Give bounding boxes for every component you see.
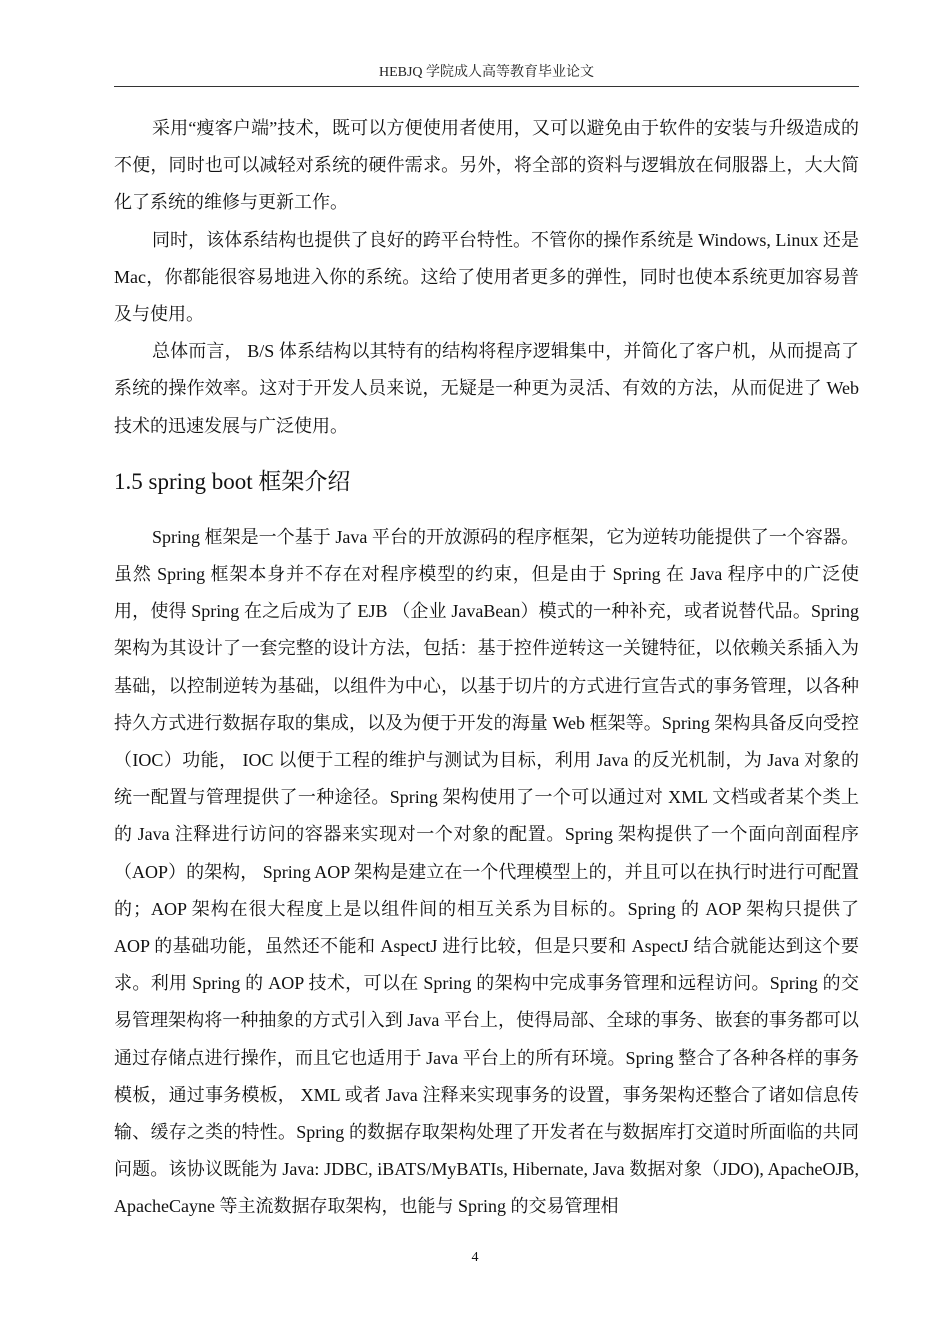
paragraph-cross-platform: 同时，该体系结构也提供了良好的跨平台特性。不管你的操作系统是 Windows, Linux 还是 Mac，你都能很容易地进入你的系统。这给了使用者更多的弹性，同时也使本系统更加容易普及与使用。 xyxy=(114,229,859,325)
paragraph-bs-summary: 总体而言， B/S 体系结构以其特有的结构将程序逻辑集中，并简化了客户机，从而提高了系统的操作效率。这对于开发人员来说，无疑是一种更为灵活、有效的方法，从而促进了 Web 技术的迅速发展与广泛使用。 xyxy=(114,341,859,436)
page-body xyxy=(114,110,859,1226)
section-heading: 1.5 spring boot 框架介绍 xyxy=(114,468,351,494)
paragraph-thin-client: 采用“瘦客户端”技术，既可以方便使用者使用，又可以避免由于软件的安装与升级造成的不便，同时也可以减轻对系统的硬件需求。另外，将全部的资料与逻辑放在伺服器上，大大简化了系统的维修与更新工作。 xyxy=(114,118,859,213)
page-number: 4 xyxy=(471,1250,479,1265)
paragraph-spring-framework: Spring 框架是一个基于 Java 平台的开放源码的程序框架，它为逆转功能提供了一个容器。虽然 Spring 框架本身并不存在对程序模型的约束，但是由于 Spring 在 Java 程序中的广泛使用，使得 Spring 在之后成为了 EJB （企业 JavaBean）模式的一种补充，或者说替代品。Spring 架构为其设计了一套完整的设计方法，包括：基于控件逆转这一关键特征，以依赖关系插入为基础，以控制逆转为基础，以组件为中心，以基于切片的方式进行宣告式的事务管理，以各种持久方式进行数据存取的集成，以及为便于开发的海量 Web 框架等。Spring 架构具备反向受控（IOC）功能， IOC 以便于工程的维护与测试为目标，利用 Java 的反光机制，为 Java 对象的统一配置与管理提供了一种途径。Spring 架构使用了一个可以通过对 XML 文档或者某个类上的 Java 注释进行访问的容器来实现对一个对象的配置。Spring 架构提供了一个面向剖面程序（AOP）的架构， Spring AOP 架构是建立在一个代理模型上的，并且可以在执行时进行可配置的；AOP 架构在很大程度上是以组件间的相互关系为目标的。Spring 的 AOP 架构只提供了 AOP 的基础功能，虽然还不能和 AspectJ 进行比较，但是只要和 AspectJ 结合就能达到这个要求。利用 Spring 的 AOP 技术，可以在 Spring 的架构中完成事务管理和远程访问。Spring 的交易管理架构将一种抽象的方式引入到 Java 平台上，使得局部、全球的事务、嵌套的事务都可以通过存储点进行操作，而且它也适用于 Java 平台上的所有环境。Spring 整合了各种各样的事务模板，通过事务模板， XML 或者 Java 注释来实现事务的设置，事务架构还整合了诸如信息传输、缓存之类的特性。Spring 的数据存取架构处理了开发者在与数据库打交道时所面临的共同问题。该协议既能为 Java: JDBC, iBATS/MyBATIs, Hibernate, Java 数据对象（JDO), ApacheOJB, ApacheCayne 等主流数据存取架构，也能与 Spring 的交易管理相 xyxy=(114,526,859,1217)
header-divider xyxy=(114,86,859,87)
page-header-title: HEBJQ 学院成人高等教育毕业论文 xyxy=(378,65,595,80)
